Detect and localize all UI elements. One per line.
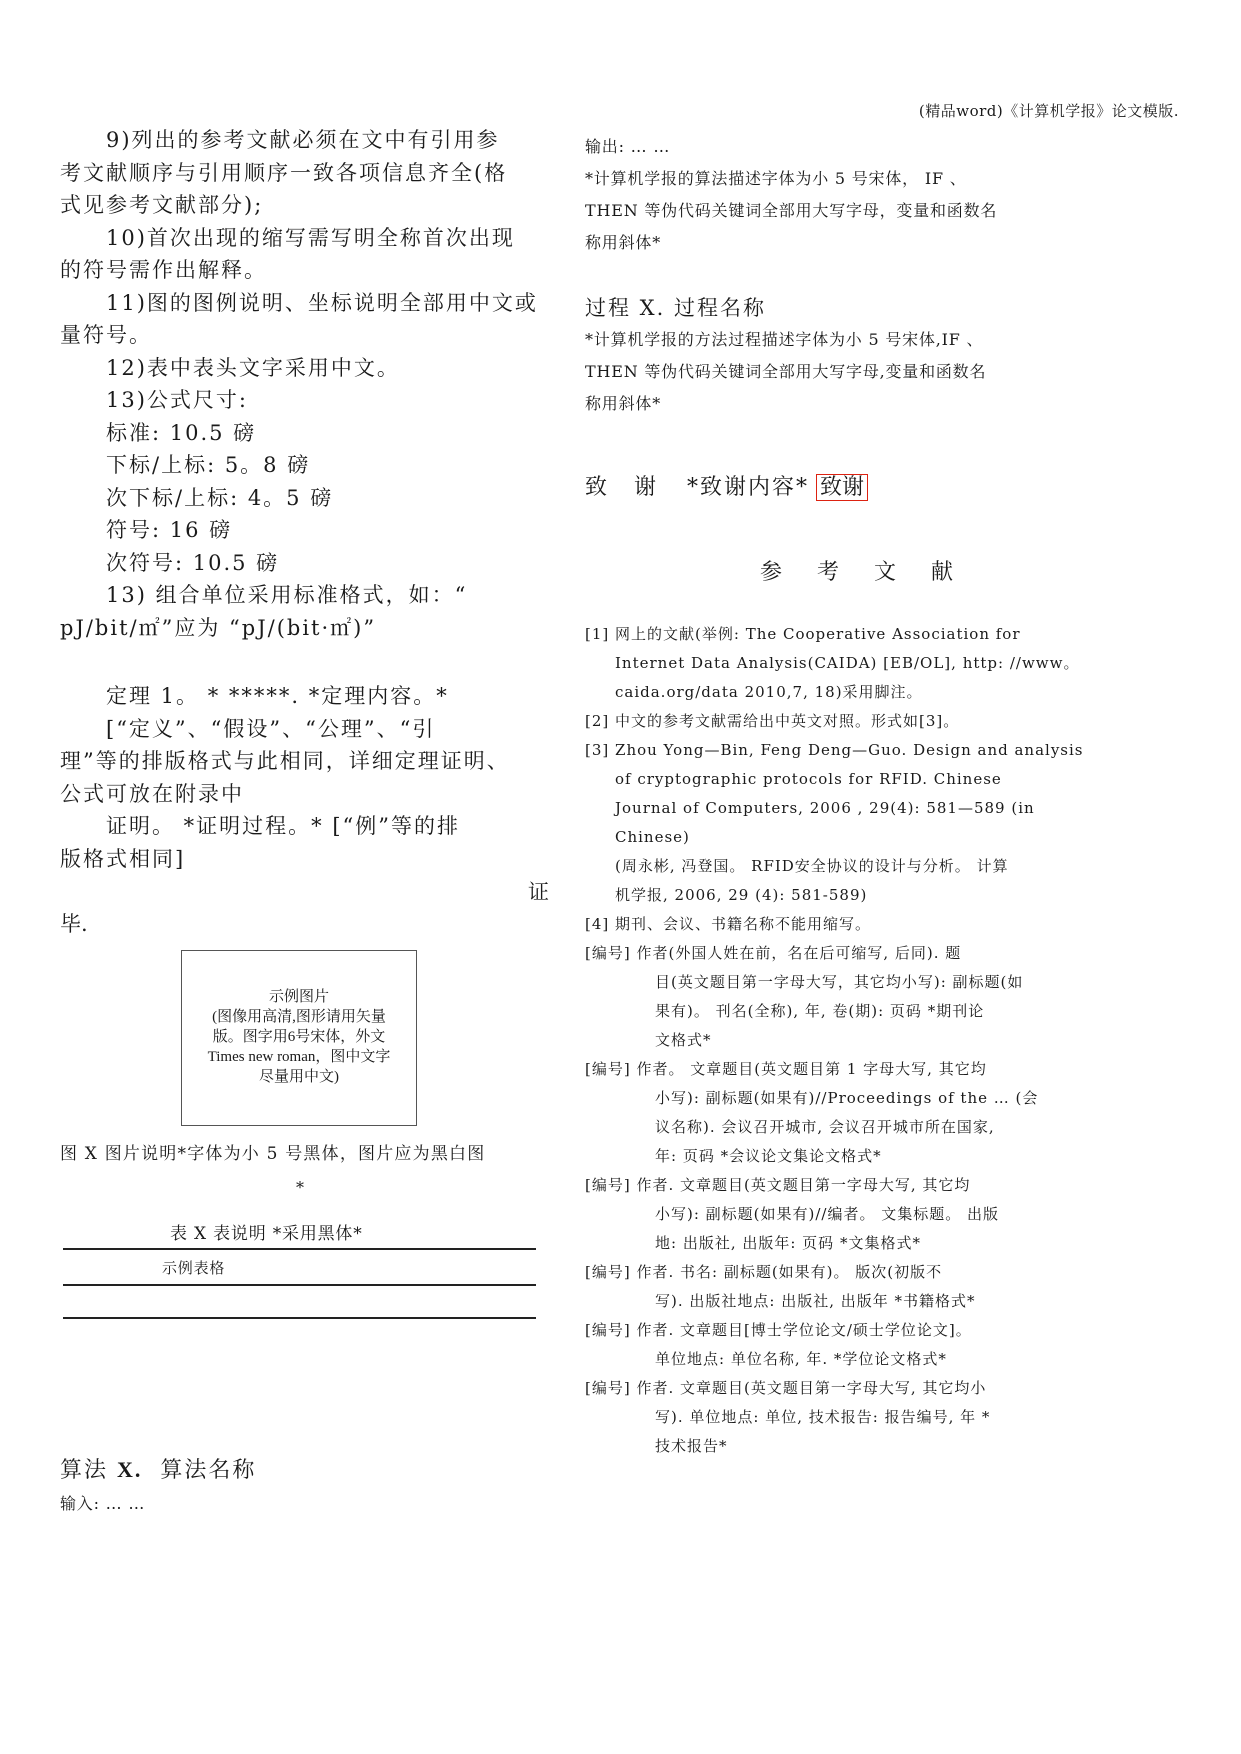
reference-line: 目(英文题目第一字母大写，其它均小写): 副标题(如 — [655, 973, 1024, 991]
reference-line: 文格式* — [655, 1031, 712, 1049]
reference-item — [585, 736, 1090, 852]
reference-line: Journal of Computers, 2006 , 29(4): 581—589 (in — [615, 799, 1035, 817]
algorithm-title — [60, 1453, 256, 1484]
page-header: (精品word)《计算机学报》论文模版. — [918, 102, 1179, 120]
reference-line: 写). 出版社地点: 出版社, 出版年 *书籍格式* — [655, 1292, 976, 1310]
reference-item — [585, 939, 1090, 1055]
ack-content: *致谢内容* — [686, 475, 809, 500]
reference-item — [585, 1258, 1090, 1316]
table-mid-rule — [63, 1284, 536, 1286]
reference-line: [编号] 作者. 文章题目[博士学位论文/硕士学位论文]。 — [585, 1321, 972, 1339]
font-size-subscript: 下标/上标: 5。8 磅 — [106, 453, 311, 477]
reference-line: Internet Data Analysis(CAIDA) [EB/OL], http: //www。 — [615, 654, 1080, 672]
unit-line2: pJ/bit/㎡”应为 “pJ/(bit·㎡)” — [60, 615, 377, 640]
table-cell: 示例表格 — [162, 1259, 226, 1277]
references-list — [585, 620, 1090, 1461]
reference-item — [585, 707, 1090, 736]
proc-note-line3: 称用斜体* — [585, 394, 662, 413]
figure-text-3: 版。图字用6号宋体，外文 — [212, 1029, 386, 1045]
ack-boxed: 致谢 — [816, 474, 868, 501]
reference-item — [585, 1316, 1090, 1374]
item10-line1: 10)首次出现的缩写需写明全称首次出现 — [106, 225, 515, 250]
reference-item — [585, 852, 1090, 910]
reference-item — [585, 620, 1090, 707]
algo-note-line2: THEN 等伪代码关键词全部用大写字母，变量和函数名 — [585, 201, 998, 220]
note-line3: 公式可放在附录中 — [60, 781, 244, 806]
algorithm-output: 输出: … … — [585, 137, 671, 156]
note-line1: [“定义”、“假设”、“公理”、“引 — [106, 716, 436, 741]
reference-line: [4] 期刊、会议、书籍名称不能用缩写。 — [585, 915, 872, 933]
reference-line: 议名称). 会议召开城市, 会议召开城市所在国家, — [655, 1118, 995, 1136]
algo-note-line1: *计算机学报的算法描述字体为小 5 号宋体， IF 、 — [585, 169, 967, 188]
figure-text-5: 尽量用中文) — [259, 1069, 339, 1085]
reference-line: [1] 网上的文献(举例: The Cooperative Association for — [585, 625, 1021, 643]
procedure-note — [585, 324, 1085, 420]
figure-text-1: 示例图片 — [268, 989, 329, 1005]
figure-text-2: (图像用高清,图形请用矢量 — [212, 1009, 386, 1025]
reference-line: [2] 中文的参考文献需给出中英文对照。形式如[3]。 — [585, 712, 960, 730]
figure-caption-star: * — [296, 1178, 305, 1197]
font-size-standard: 标准: 10.5 磅 — [106, 420, 257, 445]
table-top-rule — [63, 1248, 536, 1250]
reference-line: [编号] 作者。 文章题目(英文题目第 1 字母大写, 其它均 — [585, 1060, 987, 1078]
font-size-symbol: 符号: 16 磅 — [106, 518, 233, 542]
reference-item — [585, 1055, 1090, 1171]
font-size-subsubscript: 次下标/上标: 4。5 磅 — [106, 485, 334, 510]
reference-line: 写). 单位地点: 单位, 技术报告: 报告编号, 年 * — [655, 1408, 991, 1426]
algo-note-line3: 称用斜体* — [585, 233, 662, 252]
reference-line: caida.org/data 2010,7, 18)采用脚注。 — [615, 683, 923, 701]
algorithm-input: 输入: … … — [60, 1494, 146, 1513]
theorem-text: * *****. *定理内容。* — [199, 684, 449, 708]
reference-line: of cryptographic protocols for RFID. Chinese — [615, 770, 1002, 788]
item9-line3: 式见参考文献部分); — [60, 193, 264, 217]
figure-text-4: Times new roman，图中文字 — [207, 1049, 391, 1065]
proof-line2: 版格式相同] — [60, 846, 186, 871]
item10-line2: 的符号需作出解释。 — [60, 258, 267, 282]
reference-item — [585, 1171, 1090, 1258]
proc-note-line2: THEN 等伪代码关键词全部用大写字母,变量和函数名 — [585, 362, 987, 381]
reference-line: [编号] 作者. 文章题目(英文题目第一字母大写, 其它均 — [585, 1176, 971, 1194]
reference-line: 地: 出版社, 出版年: 页码 *文集格式* — [655, 1234, 921, 1252]
proof-line1: 证明。 *证明过程。* [“例”等的排 — [106, 814, 461, 838]
qed-part1: 证 — [528, 880, 549, 904]
references-title: 参 考 文 献 — [760, 560, 967, 585]
reference-line: 单位地点: 单位名称, 年. *学位论文格式* — [655, 1350, 947, 1368]
reference-line: 年: 页码 *会议论文集论文格式* — [655, 1147, 882, 1165]
acknowledgement — [585, 470, 868, 501]
figure-placeholder — [181, 950, 417, 1126]
reference-line: 机学报, 2006, 29 (4): 581-589) — [615, 886, 868, 904]
reference-line: [3] Zhou Yong—Bin, Feng Deng—Guo. Design and analysis — [585, 741, 1084, 759]
theorem-block — [60, 680, 550, 875]
reference-line: (周永彬, 冯登国。 RFID安全协议的设计与分析。 计算 — [615, 857, 1009, 875]
algorithm-name: 算法名称 — [160, 1458, 257, 1483]
reference-line: 小写): 副标题(如果有)//Proceedings of the … (会 — [655, 1089, 1039, 1107]
reference-line: 果有)。 刊名(全称), 年, 卷(期): 页码 *期刊论 — [655, 1002, 985, 1020]
reference-item — [585, 1374, 1090, 1461]
reference-item — [585, 910, 1090, 939]
table-caption: 表 X 表说明 *采用黑体* — [170, 1224, 363, 1244]
reference-line: [编号] 作者. 文章题目(英文题目第一字母大写, 其它均小 — [585, 1379, 987, 1397]
font-size-subsymbol: 次符号: 10.5 磅 — [106, 550, 280, 575]
item13: 13)公式尺寸: — [106, 388, 248, 412]
ack-label: 致 谢 — [585, 475, 666, 500]
reference-line: [编号] 作者. 书名: 副标题(如果有)。 版次(初版不 — [585, 1263, 943, 1281]
reference-line: 技术报告* — [655, 1437, 728, 1455]
algorithm-label: 算法 — [60, 1458, 109, 1483]
theorem-label: 定理 1。 — [106, 684, 200, 708]
unit-line1: 13) 组合单位采用标准格式，如：“ — [106, 583, 468, 607]
item9-line2: 考文献顺序与引用顺序一致各项信息齐全(格 — [60, 160, 508, 185]
reference-line: 小写): 副标题(如果有)//编者。 文集标题。 出版 — [655, 1205, 1000, 1223]
left-column — [60, 124, 550, 644]
table-bottom-rule — [63, 1317, 536, 1319]
reference-line: Chinese) — [615, 828, 690, 846]
item9-line1: 9)列出的参考文献必须在文中有引用参 — [106, 128, 500, 152]
procedure-title: 过程 X. 过程名称 — [585, 296, 766, 320]
figure-caption: 图 X 图片说明*字体为小 5 号黑体，图片应为黑白图 — [60, 1144, 486, 1164]
item11-line1: 11)图的图例说明、坐标说明全部用中文或 — [106, 290, 538, 315]
note-line2: 理”等的排版格式与此相同，详细定理证明、 — [60, 749, 510, 773]
proc-note-line1: *计算机学报的方法过程描述字体为小 5 号宋体,IF 、 — [585, 330, 984, 349]
algorithm-number: X. — [117, 1457, 143, 1482]
item12: 12)表中表头文字采用中文。 — [106, 355, 400, 380]
reference-line: [编号] 作者(外国人姓在前，名在后可缩写, 后同). 题 — [585, 944, 962, 962]
item11-line2: 量符号。 — [60, 323, 152, 347]
qed-part2: 毕. — [60, 912, 88, 936]
algorithm-output-block — [585, 131, 1085, 259]
